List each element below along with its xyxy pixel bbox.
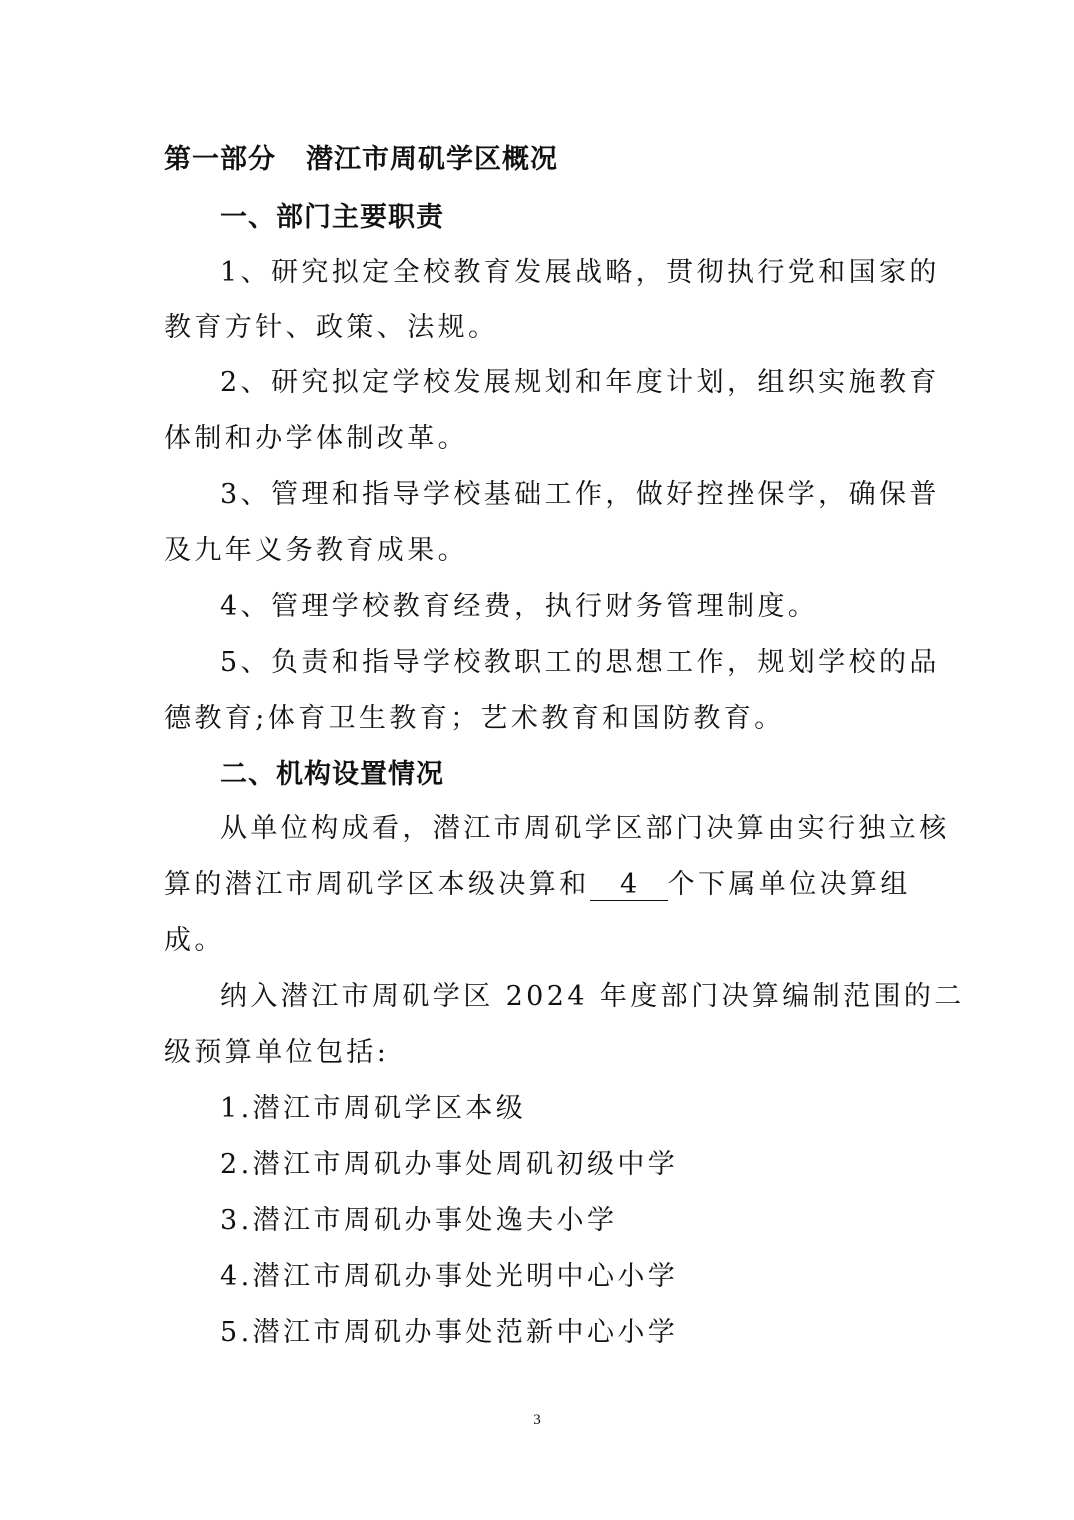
part-title: [164, 140, 558, 180]
page-number: 3: [533, 1412, 541, 1428]
composition-text-before: 算的潜江市周矶学区本级决算和: [164, 869, 590, 900]
duty-5-line-1: 5、负责和指导学校教职工的思想工作，规划学校的品: [220, 647, 940, 678]
subordinate-count: 4: [590, 870, 668, 901]
unit-list-item: 1.潜江市周矶学区本级: [220, 1093, 527, 1124]
part-name: 潜江市周矶学区概况: [306, 144, 558, 175]
scope-line-2: 级预算单位包括:: [164, 1037, 390, 1068]
composition-line-3: 成。: [164, 925, 225, 956]
unit-list-item: 3.潜江市周矶办事处逸夫小学: [220, 1205, 618, 1236]
duty-2-line-2: 体制和办学体制改革。: [164, 423, 468, 454]
unit-list-item: 2.潜江市周矶办事处周矶初级中学: [220, 1149, 679, 1180]
unit-list-item: 4.潜江市周矶办事处光明中心小学: [220, 1261, 679, 1292]
part-label: 第一部分: [164, 144, 276, 175]
scope-line-1: 纳入潜江市周矶学区 2024 年度部门决算编制范围的二: [220, 981, 965, 1012]
section2-heading: 二、机构设置情况: [220, 759, 444, 790]
composition-text-after: 个下属单位决算组: [667, 869, 911, 900]
section1-heading: 一、部门主要职责: [220, 202, 444, 233]
duty-3-line-1: 3、管理和指导学校基础工作，做好控挫保学，确保普: [220, 479, 940, 510]
duty-1-line-2: 教育方针、政策、法规。: [164, 312, 499, 343]
duty-3-line-2: 及九年义务教育成果。: [164, 535, 468, 566]
duty-1-line-1: 1、研究拟定全校教育发展战略，贯彻执行党和国家的: [220, 257, 940, 288]
duty-4-line-1: 4、管理学校教育经费，执行财务管理制度。: [220, 591, 819, 622]
composition-line-1: 从单位构成看，潜江市周矶学区部门决算由实行独立核: [220, 813, 950, 844]
composition-line-2: [164, 865, 911, 905]
duty-2-line-1: 2、研究拟定学校发展规划和年度计划，组织实施教育: [220, 367, 940, 398]
duty-5-line-2: 德教育;体育卫生教育；艺术教育和国防教育。: [164, 703, 785, 734]
unit-list-item: 5.潜江市周矶办事处范新中心小学: [220, 1317, 679, 1348]
